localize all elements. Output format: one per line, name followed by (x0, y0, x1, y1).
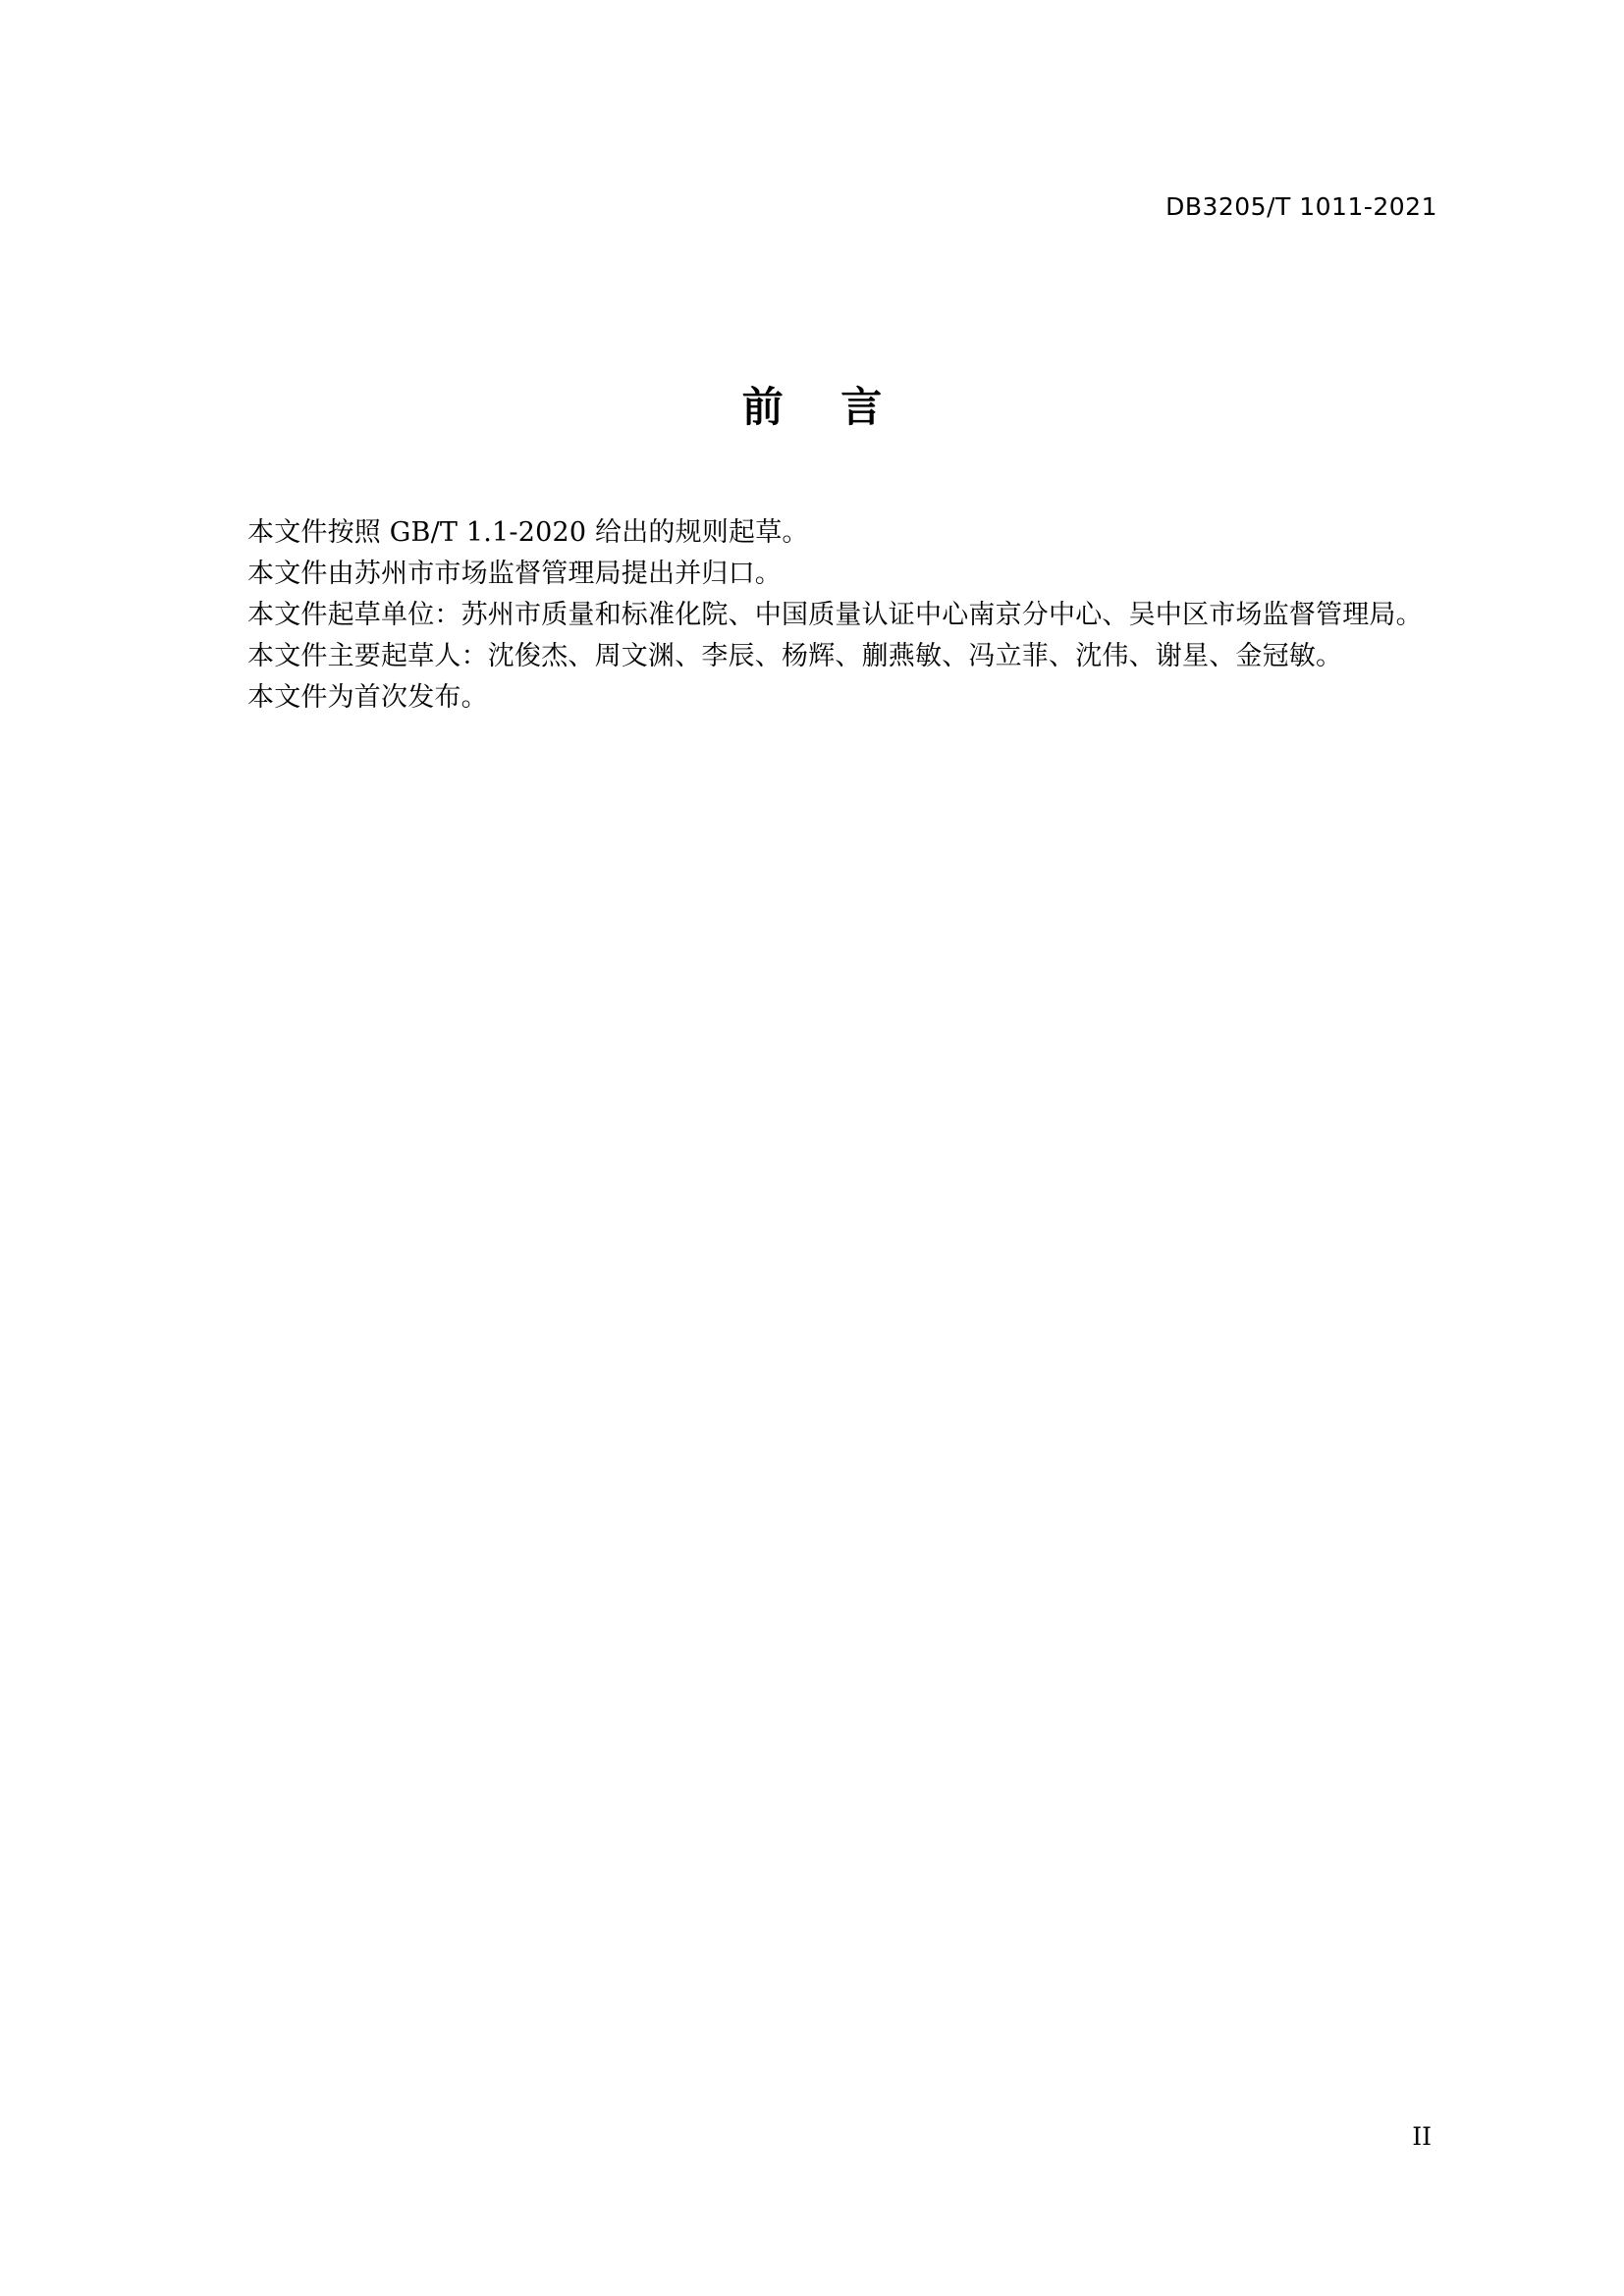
foreword-paragraph: 本文件主要起草人：沈俊杰、周文渊、李辰、杨辉、蒯燕敏、冯立菲、沈伟、谢星、金冠敏。 (247, 641, 1343, 671)
page-title: 前 言 (741, 383, 904, 431)
foreword-paragraph: 本文件起草单位：苏州市质量和标准化院、中国质量认证中心南京分中心、吴中区市场监督管理局。 (247, 600, 1423, 630)
foreword-paragraph: 本文件按照 GB/T 1.1-2020 给出的规则起草。 (247, 517, 809, 548)
foreword-paragraph: 本文件由苏州市市场监督管理局提出并归口。 (247, 559, 782, 589)
foreword-paragraph: 本文件为首次发布。 (247, 682, 488, 713)
standard-code-header: DB3205/T 1011-2021 (1165, 192, 1437, 221)
page-number: II (1412, 2122, 1432, 2151)
foreword-body (247, 512, 1465, 719)
